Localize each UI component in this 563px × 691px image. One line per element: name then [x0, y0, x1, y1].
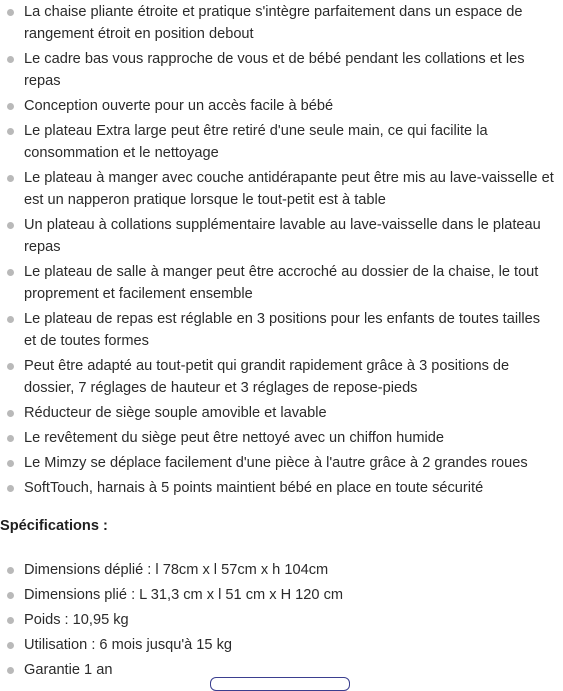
- bullet-dot-icon: [7, 410, 14, 417]
- feature-text: La chaise pliante étroite et pratique s'intègre parfaitement dans un espace de rangement étroit en position debout: [24, 4, 523, 42]
- spec-text: Dimensions déplié : l 78cm x l 57cm x h 104cm: [24, 562, 329, 578]
- feature-text: Le plateau Extra large peut être retiré d'une seule main, ce qui facilite la consommation et le nettoyage: [24, 123, 488, 161]
- feature-item: [0, 402, 556, 424]
- bullet-dot-icon: [7, 222, 14, 229]
- feature-item: [0, 355, 556, 399]
- bullet-dot-icon: [7, 567, 14, 574]
- spec-text: Poids : 10,95 kg: [24, 612, 129, 628]
- bullet-dot-icon: [7, 617, 14, 624]
- feature-item: [0, 120, 556, 164]
- feature-text: Le plateau à manger avec couche antidérapante peut être mis au lave-vaisselle et est un napperon pratique lorsque le tout-petit est à table: [24, 170, 554, 208]
- specifications-heading: Spécifications :: [0, 518, 108, 534]
- spec-text: Utilisation : 6 mois jusqu'à 15 kg: [24, 637, 233, 653]
- feature-text: Réducteur de siège souple amovible et lavable: [24, 405, 327, 421]
- spec-item: [0, 584, 556, 606]
- spec-text: Garantie 1 an: [24, 662, 113, 678]
- feature-item: [0, 477, 556, 499]
- bullet-dot-icon: [7, 269, 14, 276]
- feature-item: [0, 167, 556, 211]
- feature-text: Conception ouverte pour un accès facile à bébé: [24, 98, 334, 114]
- bullet-dot-icon: [7, 316, 14, 323]
- feature-item: [0, 427, 556, 449]
- bullet-dot-icon: [7, 667, 14, 674]
- bullet-dot-icon: [7, 9, 14, 16]
- bullet-dot-icon: [7, 128, 14, 135]
- feature-text: Un plateau à collations supplémentaire lavable au lave-vaisselle dans le plateau repas: [24, 217, 541, 255]
- bullet-dot-icon: [7, 592, 14, 599]
- feature-text: Le cadre bas vous rapproche de vous et de bébé pendant les collations et les repas: [24, 51, 525, 89]
- feature-text: Le plateau de salle à manger peut être accroché au dossier de la chaise, le tout proprement et facilement ensemble: [24, 264, 539, 302]
- bullet-dot-icon: [7, 56, 14, 63]
- feature-item: [0, 48, 556, 92]
- spec-item: [0, 609, 556, 631]
- bullet-dot-icon: [7, 175, 14, 182]
- bullet-dot-icon: [7, 435, 14, 442]
- specifications-list: [0, 559, 556, 684]
- feature-item: [0, 214, 556, 258]
- bullet-dot-icon: [7, 485, 14, 492]
- spec-text: Dimensions plié : L 31,3 cm x l 51 cm x H 120 cm: [24, 587, 344, 603]
- bullet-dot-icon: [7, 460, 14, 467]
- spec-item: [0, 634, 556, 656]
- feature-item: [0, 1, 556, 45]
- partially-visible-button[interactable]: [210, 677, 350, 691]
- feature-item: [0, 261, 556, 305]
- feature-list: [0, 1, 556, 502]
- bullet-dot-icon: [7, 642, 14, 649]
- feature-text: Peut être adapté au tout-petit qui grandit rapidement grâce à 3 positions de dossier, 7 réglages de hauteur et 3 réglages de repose-pieds: [24, 358, 510, 396]
- feature-text: Le revêtement du siège peut être nettoyé avec un chiffon humide: [24, 430, 444, 446]
- feature-item: [0, 452, 556, 474]
- spec-item: [0, 559, 556, 581]
- feature-item: [0, 308, 556, 352]
- bullet-dot-icon: [7, 103, 14, 110]
- feature-item: [0, 95, 556, 117]
- feature-text: Le Mimzy se déplace facilement d'une pièce à l'autre grâce à 2 grandes roues: [24, 455, 528, 471]
- feature-text: Le plateau de repas est réglable en 3 positions pour les enfants de toutes tailles et de toutes formes: [24, 311, 540, 349]
- feature-text: SoftTouch, harnais à 5 points maintient bébé en place en toute sécurité: [24, 480, 484, 496]
- bullet-dot-icon: [7, 363, 14, 370]
